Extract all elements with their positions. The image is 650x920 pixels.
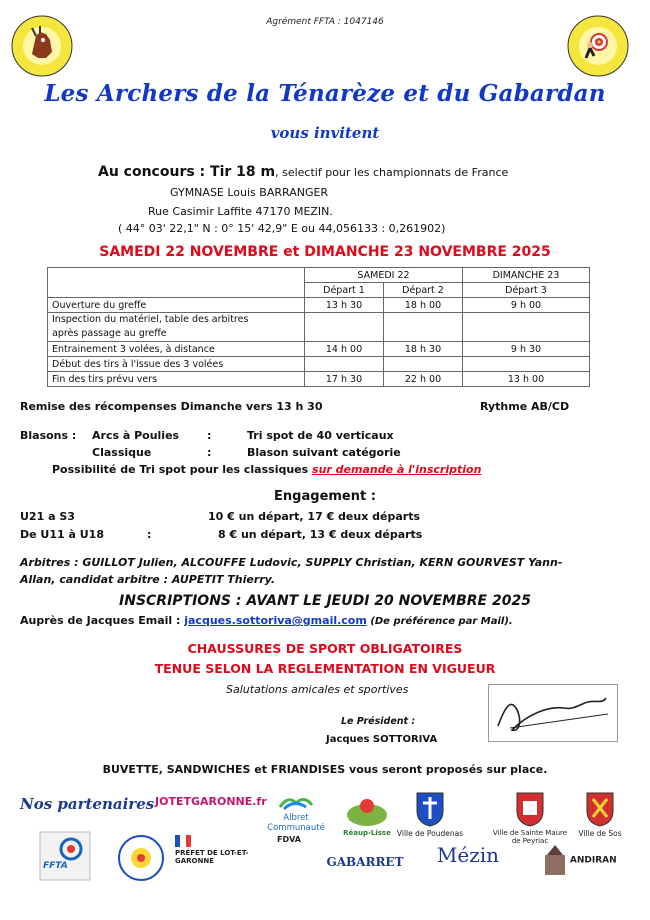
tenue-notice: TENUE SELON LA REGLEMENTATION EN VIGUEUR (154, 661, 496, 676)
president-label: Le Président : (341, 716, 416, 727)
eng2-category: De U11 à U18 (20, 528, 104, 541)
row-depart-3 (463, 357, 590, 372)
gabarret-label: GABARRET (326, 855, 404, 869)
row-label: Ouverture du greffe (48, 298, 305, 313)
venue-name: GYMNASE Louis BARRANGER (170, 186, 329, 199)
email-link[interactable]: jacques.sottoriva@gmail.com (184, 614, 367, 627)
table-row (48, 342, 590, 357)
partner-gabarret (320, 855, 410, 869)
partner-sos (570, 791, 630, 838)
row-depart-1 (305, 313, 384, 342)
albret-label: Albret Communauté (267, 813, 325, 833)
venue-coordinates: ( 44° 03' 22,1" N : 0° 15' 42,9" E ou 44,056133 : 0,261902) (118, 222, 446, 235)
sainte-maure-shield-icon (515, 791, 545, 827)
andiran-church-icon (543, 845, 567, 875)
eng1-price: 10 € un départ, 17 € deux départs (208, 510, 421, 523)
club-logo-right (566, 14, 630, 82)
row-depart-1: 13 h 30 (305, 298, 384, 313)
depart-2-header: Départ 2 (384, 283, 463, 298)
concours-type: Tir 18 m (210, 164, 276, 180)
table-row (48, 357, 590, 372)
row-depart-2: 18 h 00 (384, 298, 463, 313)
table-corner (48, 268, 305, 298)
comite-archery-icon (116, 833, 166, 883)
event-dates: SAMEDI 22 NOVEMBRE et DIMANCHE 23 NOVEMBRE 2025 (99, 244, 551, 260)
fdva-label: FDVA (277, 835, 301, 844)
concours-line (98, 164, 508, 180)
contact-line (20, 614, 513, 627)
row-depart-3: 13 h 00 (463, 372, 590, 387)
partner-prefet (175, 835, 255, 865)
venue-address: Rue Casimir Laffite 47170 MEZIN. (148, 205, 333, 218)
row-depart-2: 18 h 30 (384, 342, 463, 357)
eng2-price: 8 € un départ, 13 € deux départs (218, 528, 423, 541)
partner-sainte-maure (490, 791, 570, 845)
row-label: Entrainement 3 volées, à distance (48, 342, 305, 357)
reaup-lisse-logo-icon (345, 797, 389, 827)
signature-image (488, 684, 618, 746)
poudenas-shield-icon (415, 791, 445, 827)
partner-ffta (35, 831, 95, 883)
row-label (48, 313, 305, 342)
aupres-text: Auprès de Jacques Email : (20, 614, 185, 627)
andiran-label: ANDIRAN (569, 855, 617, 866)
possibilite-line (52, 463, 481, 476)
depart-1-header: Départ 1 (305, 283, 384, 298)
reaup-lisse-label: Réaup-Lisse (343, 829, 391, 837)
table-row (48, 372, 590, 387)
table-header-row (48, 268, 590, 283)
arbitres-line2: Allan, candidat arbitre : AUPETIT Thierry. (20, 573, 276, 586)
eng1-category: U21 a S3 (20, 510, 75, 523)
partner-poudenas (395, 791, 465, 838)
partner-andiran (525, 845, 635, 875)
blason1-type: Arcs à Poulies (92, 429, 180, 442)
day2-header: DIMANCHE 23 (463, 268, 590, 283)
concours-prefix: Au concours : (98, 164, 211, 180)
engagement-title: Engagement : (274, 489, 376, 504)
albret-logo-icon (276, 793, 316, 811)
partner-mezin (423, 843, 513, 867)
row-depart-2 (384, 357, 463, 372)
row-depart-1: 17 h 30 (305, 372, 384, 387)
row-label: Fin des tirs prévu vers (48, 372, 305, 387)
agrement-text: Agrément FFTA : 1047146 (266, 17, 384, 27)
buvette-text: BUVETTE, SANDWICHES et FRIANDISES vous seront proposés sur place. (102, 763, 548, 776)
row-depart-3: 9 h 30 (463, 342, 590, 357)
preference-text (367, 616, 513, 627)
marianne-flag-icon (175, 835, 191, 847)
president-name: Jacques SOTTORIVA (326, 734, 438, 745)
row-depart-2 (384, 313, 463, 342)
blason1-desc: Tri spot de 40 verticaux (247, 429, 394, 442)
ffta-logo-icon (39, 831, 91, 881)
partners-title: Nos partenaires (20, 795, 155, 813)
schedule-table (47, 267, 590, 387)
blason2-type: Classique (92, 446, 152, 459)
salutations-text: Salutations amicales et sportives (226, 683, 409, 696)
inscriptions-deadline: INSCRIPTIONS : AVANT LE JEUDI 20 NOVEMBRE 2025 (119, 593, 531, 609)
table-row (48, 313, 590, 342)
table-row (48, 298, 590, 313)
eng2-colon: : (147, 528, 152, 541)
ffta-label: FFTA (43, 861, 68, 871)
concours-suffix: , selectif pour les championnats de France (275, 166, 509, 179)
mezin-label: Mézin (436, 843, 500, 867)
possibilite-text: Possibilité de Tri spot pour les classiques (52, 463, 313, 476)
day1-header: SAMEDI 22 (305, 268, 463, 283)
page-title: Les Archers de la Ténarèze et du Gabardan (44, 80, 606, 107)
row-depart-1: 14 h 00 (305, 342, 384, 357)
partner-reaup-lisse (337, 797, 397, 837)
blason2-colon: : (207, 446, 212, 459)
poudenas-label: Ville de Poudenas (396, 829, 464, 838)
sos-shield-icon (585, 791, 615, 827)
row-label: Début des tirs à l'issue des 3 volées (48, 357, 305, 372)
club-logo-left (10, 14, 74, 82)
sos-label: Ville de Sos (578, 829, 622, 838)
sainte-maure-label: Ville de Sainte Maure de Peyriac (492, 829, 568, 845)
invite-subtitle: vous invitent (270, 124, 380, 142)
row-depart-1 (305, 357, 384, 372)
remise-text: Remise des récompenses Dimanche vers 13 h 30 (20, 400, 323, 413)
blasons-label: Blasons : (20, 429, 77, 442)
row-depart-3 (463, 313, 590, 342)
depart-3-header: Départ 3 (463, 283, 590, 298)
sur-demande-text: sur demande à l'inscription (312, 463, 482, 476)
blason2-desc: Blason suivant catégorie (247, 446, 401, 459)
preference-value: (De préférence par Mail). (370, 616, 513, 627)
blason1-colon: : (207, 429, 212, 442)
partners-banner (15, 787, 635, 905)
rythme-text: Rythme AB/CD (480, 400, 570, 413)
partner-fdva (277, 835, 327, 844)
partner-lotetgaronne: JOTETGARONNE.fr (155, 795, 267, 808)
partner-comite (111, 833, 171, 885)
prefet-label: PRÉFET DE LOT-ET-GARONNE (175, 849, 249, 865)
row-label-line2: après passage au greffe (52, 328, 167, 339)
row-depart-2: 22 h 00 (384, 372, 463, 387)
arbitres-line1: Arbitres : GUILLOT Julien, ALCOUFFE Ludovic, SUPPLY Christian, KERN GOURVEST Yann- (20, 556, 563, 569)
row-depart-3: 9 h 00 (463, 298, 590, 313)
row-label-line1: Inspection du matériel, table des arbitres (52, 314, 249, 325)
chaussures-notice: CHAUSSURES DE SPORT OBLIGATOIRES (187, 641, 463, 656)
partner-albret (261, 793, 331, 833)
